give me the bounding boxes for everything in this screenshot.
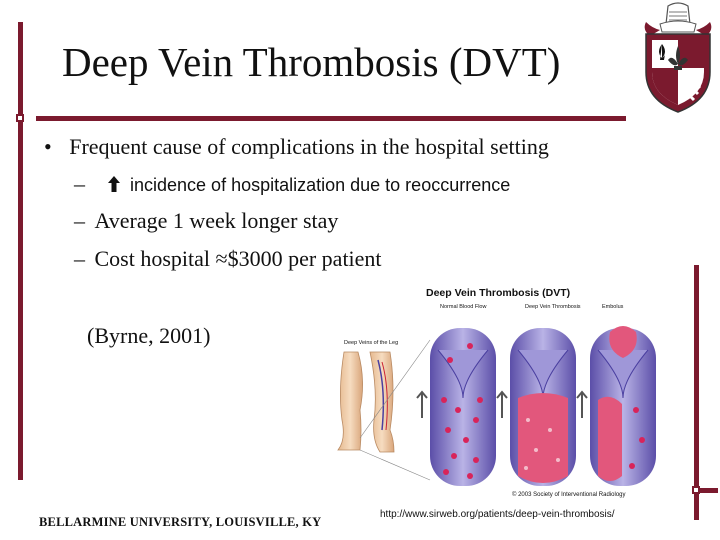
corner-square-right <box>692 486 700 494</box>
bullet-text: Cost hospital ≈$3000 per patient <box>94 246 382 271</box>
bullet-1 <box>44 134 549 160</box>
title-underline-bar <box>36 116 626 121</box>
left-vertical-bar <box>18 22 23 480</box>
corner-square-left <box>16 114 24 122</box>
bullet-marker: – <box>74 208 85 233</box>
bullet-text: Average 1 week longer stay <box>94 208 339 233</box>
slide-title: Deep Vein Thrombosis (DVT) <box>62 39 561 85</box>
bullet-marker: – <box>74 246 85 271</box>
panel-label-embolus: Embolus <box>602 304 624 310</box>
source-url: http://www.sirweb.org/patients/deep-vein-thrombosis/ <box>380 509 615 520</box>
citation: (Byrne, 2001) <box>87 323 211 348</box>
bullet-3 <box>74 208 338 234</box>
dvt-illustration <box>330 280 670 502</box>
arrow-up-icon <box>107 175 121 193</box>
right-vertical-bar <box>694 265 699 520</box>
bullet-marker: • <box>44 134 52 159</box>
bellarmine-crest-logo <box>638 2 718 114</box>
panel-label-normal: Normal Blood Flow <box>440 304 487 310</box>
leg-label: Deep Veins of the Leg <box>344 340 399 346</box>
bullet-marker: – <box>74 171 85 196</box>
panel-label-dvt: Deep Vein Thrombosis <box>525 304 581 310</box>
bullet-4 <box>74 246 382 272</box>
footer-text: BELLARMINE UNIVERSITY, LOUISVILLE, KY <box>39 515 322 529</box>
figure-title: Deep Vein Thrombosis (DVT) <box>426 287 571 299</box>
bullet-2 <box>74 171 510 197</box>
bullet-text: incidence of hospitalization due to reoccurrence <box>130 175 511 195</box>
bullet-text: Frequent cause of complications in the hospital setting <box>69 134 549 159</box>
figure-copyright: © 2003 Society of Interventional Radiology <box>512 492 626 498</box>
